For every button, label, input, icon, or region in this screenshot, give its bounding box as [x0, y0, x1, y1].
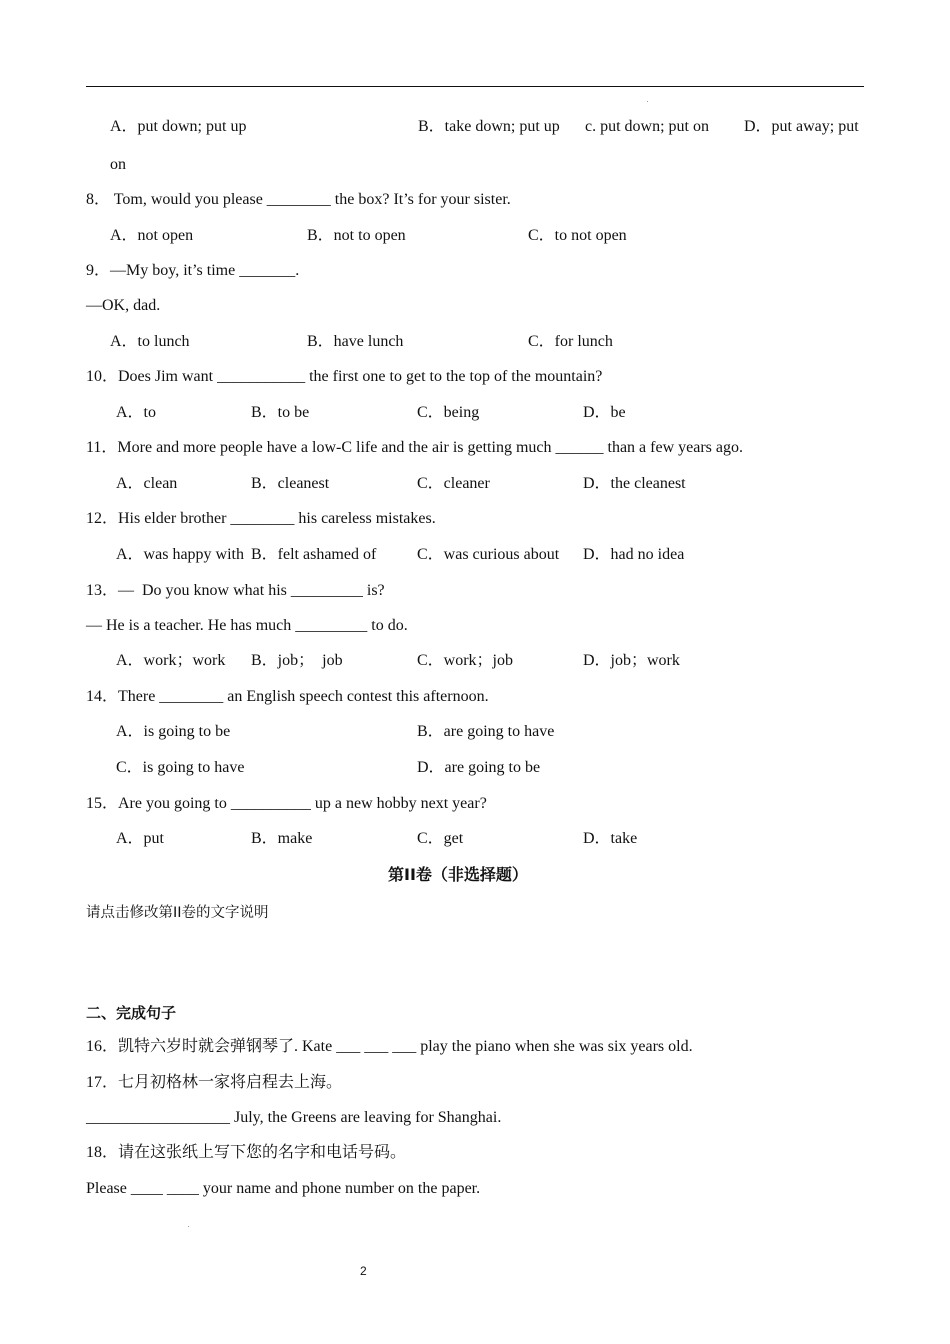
q15-option-c: C．get [417, 830, 464, 847]
q8-stem: 8． Tom, would you please ________ the box? It’s for your sister. [86, 191, 511, 208]
q13-option-d: D．job；work [583, 652, 680, 669]
part2-title: 第II卷（非选择题） [388, 865, 528, 884]
q15-option-b: B．make [251, 830, 313, 847]
q7-option-d-cont: on [110, 156, 126, 173]
q9-option-a: A．to lunch [110, 333, 190, 350]
q10-option-a: A．to [116, 404, 157, 421]
q15-stem: 15．Are you going to __________ up a new hobby next year? [86, 795, 487, 812]
page-number: 2 [360, 1264, 367, 1278]
q9-reply: —OK, dad. [86, 297, 161, 314]
q7-option-d: D．put away; put [744, 118, 859, 135]
q12-option-c: C．was curious about [417, 546, 560, 563]
q11-option-b: B．cleanest [251, 475, 330, 492]
q8-option-c: C．to not open [528, 227, 627, 244]
q7-option-c: c. put down; put on [585, 118, 709, 135]
section2-title: 二、完成句子 [86, 1004, 177, 1022]
q8-option-a: A．not open [110, 227, 194, 244]
q10-option-b: B．to be [251, 404, 310, 421]
q14-option-b: B．are going to have [417, 723, 555, 740]
q14-option-c: C．is going to have [116, 759, 245, 776]
header-rule [86, 86, 864, 87]
q12-option-a: A．was happy with [116, 546, 244, 563]
q16-text: 16．凯特六岁时就会弹钢琴了. Kate ___ ___ ___ play the piano when she was six years old. [86, 1038, 693, 1055]
q11-stem: 11．More and more people have a low-C life and the air is getting much ______ than a few years ago. [86, 439, 743, 456]
q18-line: Please ____ ____ your name and phone number on the paper. [86, 1180, 481, 1197]
q14-option-d: D．are going to be [417, 759, 541, 776]
q11-option-d: D．the cleanest [583, 475, 686, 492]
q11-option-a: A．clean [116, 475, 178, 492]
q11-option-c: C．cleaner [417, 475, 490, 492]
q13-reply: — He is a teacher. He has much _________ to do. [86, 617, 408, 634]
q14-option-a: A．is going to be [116, 723, 231, 740]
q12-option-d: D．had no idea [583, 546, 685, 563]
scan-speck [647, 101, 648, 102]
q13-option-c: C．work；job [417, 652, 514, 669]
q10-option-c: C．being [417, 404, 480, 421]
q8-option-b: B．not to open [307, 227, 406, 244]
q13-option-b: B．job； job [251, 652, 343, 669]
q17-line: __________________ July, the Greens are leaving for Shanghai. [86, 1109, 502, 1126]
q10-stem: 10．Does Jim want ___________ the first one to get to the top of the mountain? [86, 368, 603, 385]
q12-option-b: B．felt ashamed of [251, 546, 377, 563]
q9-stem: 9．—My boy, it’s time _______. [86, 262, 300, 279]
q15-option-a: A．put [116, 830, 165, 847]
q9-option-c: C．for lunch [528, 333, 613, 350]
q7-option-b: B．take down; put up [418, 118, 560, 135]
q13-option-a: A．work；work [116, 652, 226, 669]
q18-text: 18．请在这张纸上写下您的名字和电话号码。 [86, 1144, 407, 1161]
scan-speck [188, 1226, 189, 1227]
q9-option-b: B．have lunch [307, 333, 404, 350]
q12-stem: 12．His elder brother ________ his careless mistakes. [86, 510, 436, 527]
q14-stem: 14．There ________ an English speech contest this afternoon. [86, 688, 489, 705]
q17-text: 17．七月初格林一家将启程去上海。 [86, 1074, 343, 1091]
q13-stem: 13．— Do you know what his _________ is? [86, 582, 385, 599]
q15-option-d: D．take [583, 830, 638, 847]
part2-note: 请点击修改第II卷的文字说明 [86, 905, 269, 921]
q7-option-a: A．put down; put up [110, 118, 247, 135]
q10-option-d: D．be [583, 404, 626, 421]
